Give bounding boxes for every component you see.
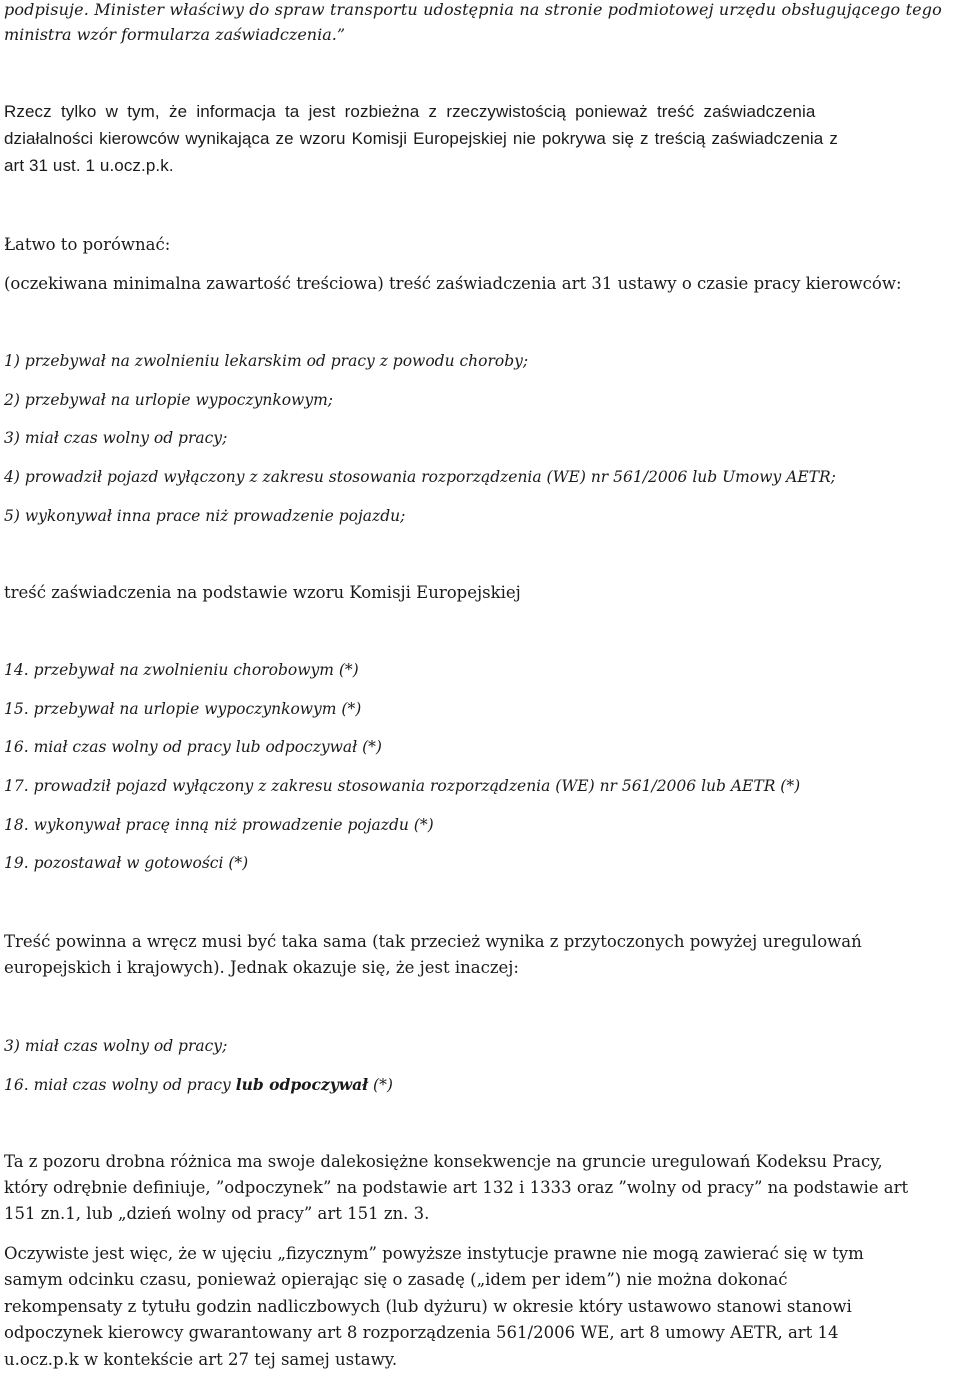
paragraph-rzecz-line-2: działalności kierowców wynikająca ze wzoru Komisji Europejskiej nie pokrywa się z treścią zaświadczenia z [4, 129, 838, 148]
paragraph-rzecz-line-3: art 31 ust. 1 u.ocz.p.k. [4, 156, 174, 175]
list-item: 18. wykonywał pracę inną niż prowadzenie pojazdu (*) [4, 816, 434, 834]
paragraph-pozor-line-1: Ta z pozoru drobna różnica ma swoje dalekosiężne konsekwencje na gruncie uregulowań Kodeksu Pracy, [4, 1152, 883, 1171]
comparison-item-ec-prefix: 16. miał czas wolny od pracy [4, 1076, 236, 1094]
list-item: 3) miał czas wolny od pracy; [4, 429, 228, 447]
paragraph-oczywiste-line-2: samym odcinku czasu, ponieważ opierając się o zasadę („idem per idem”) nie można dokonać [4, 1270, 788, 1289]
paragraph-oczywiste-line-5: u.ocz.p.k w kontekście art 27 tej samej ustawy. [4, 1350, 398, 1369]
comparison-item-ec [4, 1072, 393, 1098]
paragraph-tresc-line-1: Treść powinna a wręcz musi być taka sama (tak przecież wynika z przytoczonych powyżej uregulowań [4, 932, 862, 951]
list-item: 14. przebywał na zwolnieniu chorobowym (*) [4, 661, 359, 679]
compare-intro-text: Łatwo to porównać: [4, 235, 171, 254]
paragraph-tresc-line-2: europejskich i krajowych). Jednak okazuje się, że jest inaczej: [4, 958, 519, 977]
ec-heading-text: treść zaświadczenia na podstawie wzoru Komisji Europejskiej [4, 583, 521, 602]
comparison-item-ec-suffix: (*) [368, 1076, 393, 1094]
list-item: 16. miał czas wolny od pracy lub odpoczywał (*) [4, 738, 382, 756]
paragraph-pozor-line-3: 151 zn.1, lub „dzień wolny od pracy” art 151 zn. 3. [4, 1204, 430, 1223]
list-item: 15. przebywał na urlopie wypoczynkowym (*) [4, 700, 362, 718]
paragraph-pozor-line-2: który odrębnie definiuje, ”odpoczynek” na podstawie art 132 i 1333 oraz ”wolny od pracy” na podstawie art [4, 1178, 909, 1197]
paragraph-rzecz-line-1: Rzecz tylko w tym, że informacja ta jest rozbieżna z rzeczywistością ponieważ treść zaświadczenia [4, 102, 816, 121]
expected-heading-text: (oczekiwana minimalna zawartość treściowa) treść zaświadczenia art 31 ustawy o czasie pracy kierowców: [4, 274, 902, 293]
list-item: 1) przebywał na zwolnieniu lekarskim od pracy z powodu choroby; [4, 352, 529, 370]
comparison-item-ec-emphasis: lub odpoczywał [235, 1075, 369, 1094]
list-item: 19. pozostawał w gotowości (*) [4, 854, 249, 872]
list-item: 4) prowadził pojazd wyłączony z zakresu stosowania rozporządzenia (WE) nr 561/2006 lub Umowy AETR; [4, 468, 836, 486]
comparison-item-act: 3) miał czas wolny od pracy; [4, 1037, 228, 1055]
list-item: 17. prowadził pojazd wyłączony z zakresu stosowania rozporządzenia (WE) nr 561/2006 lub AETR (*) [4, 777, 801, 795]
paragraph-oczywiste-line-1: Oczywiste jest więc, że w ujęciu „fizycznym” powyższe instytucje prawne nie mogą zawierać się w tym [4, 1244, 864, 1263]
top-paragraph-line-1: podpisuje. Minister właściwy do spraw transportu udostępnia na stronie podmiotowej urzędu obsługującego tego [4, 0, 942, 19]
list-item: 2) przebywał na urlopie wypoczynkowym; [4, 391, 333, 409]
top-paragraph-line-2: ministra wzór formularza zaświadczenia.” [4, 25, 346, 44]
list-item: 5) wykonywał inna prace niż prowadzenie pojazdu; [4, 507, 406, 525]
paragraph-oczywiste-line-3: rekompensaty z tytułu godzin nadliczbowych (lub dyżuru) w okresie który ustawowo stanowi stanowi [4, 1297, 852, 1316]
paragraph-oczywiste-line-4: odpoczynek kierowcy gwarantowany art 8 rozporządzenia 561/2006 WE, art 8 umowy AETR, art 14 [4, 1323, 839, 1342]
